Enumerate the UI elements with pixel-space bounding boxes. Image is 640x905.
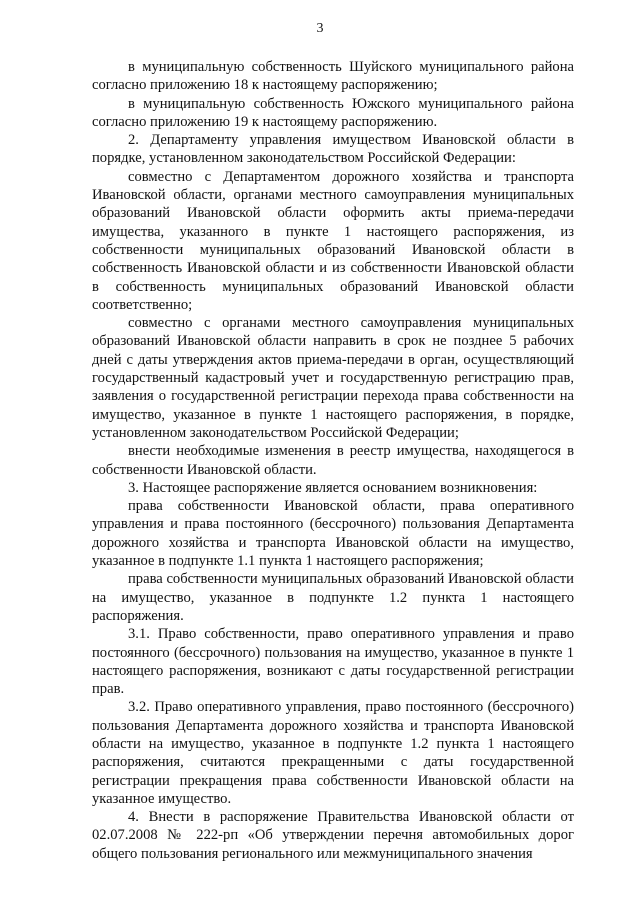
paragraph-yuzha-appendix: в муниципальную собственность Южского муниципального района согласно приложению 19 к настоящему распоряжению.: [92, 95, 574, 130]
paragraph-item-3-1: 3.1. Право собственности, право оперативного управления и право постоянного (бессрочного) пользования на имущество, указанное в пункте 1 настоящего распоряжения, возникают с даты государственной регистрации прав.: [92, 626, 574, 698]
paragraph-item-3-regional-rights: права собственности Ивановской области, права оперативного управления и права постоянного (бессрочного) пользования Департамента дорожного хозяйства и транспорта Ивановской области на имущество, указанное в подпункте 1.1 пункта 1 настоящего распоряжения;: [92, 498, 574, 570]
paragraph-item-3-municipal-rights: права собственности муниципальных образований Ивановской области на имущество, указанное в подпункте 1.2 пункта 1 настоящего распоряжения.: [92, 571, 574, 624]
paragraph-item-3-2: 3.2. Право оперативного управления, право постоянного (бессрочного) пользования Департамента дорожного хозяйства и транспорта Ивановской области на имущество, указанное в подпункте 1.2 пункта 1 настоящего распоряжения, считаются прекращенными с даты государственной регистрации прекращения права собственности Ивановской области на указанное имущество.: [92, 699, 574, 807]
paragraph-item-2-registry: внести необходимые изменения в реестр имущества, находящегося в собственности Ивановской области.: [92, 443, 574, 478]
paragraph-item-2-registration: совместно с органами местного самоуправления муниципальных образований Ивановской области направить в срок не позднее 5 рабочих дней с даты утверждения актов приема-передачи в орган, осуществляющий государственный кадастровый учет и государственную регистрацию прав, заявления о государственной регистрации перехода права собственности на имущество, указанное в пункте 1 настоящего распоряжения, в порядке, установленном законодательством Российской Федерации;: [92, 315, 574, 441]
paragraph-shuya-appendix: в муниципальную собственность Шуйского муниципального района согласно приложению 18 к настоящему распоряжению;: [92, 59, 574, 94]
document-body: [92, 58, 574, 863]
paragraph-item-3: 3. Настоящее распоряжение является основанием возникновения:: [128, 479, 538, 496]
paragraph-item-2-acts: совместно с Департаментом дорожного хозяйства и транспорта Ивановской области, органами местного самоуправления муниципальных образований Ивановской области оформить акты приема-передачи имущества, указанного в пункте 1 настоящего распоряжения, из собственности муниципальных образований Ивановской области в собственность Ивановской области и из собственности Ивановской области в собственность муниципальных образований Ивановской области соответственно;: [92, 168, 574, 313]
paragraph-item-2: 2. Департаменту управления имуществом Ивановской области в порядке, установленном законодательством Российской Федерации:: [92, 132, 574, 167]
page-number: 3: [316, 21, 324, 36]
paragraph-item-4: 4. Внести в распоряжение Правительства Ивановской области от 02.07.2008 № 222-рп «Об утверждении перечня автомобильных дорог общего пользования регионального или межмуниципального значения: [92, 809, 574, 862]
